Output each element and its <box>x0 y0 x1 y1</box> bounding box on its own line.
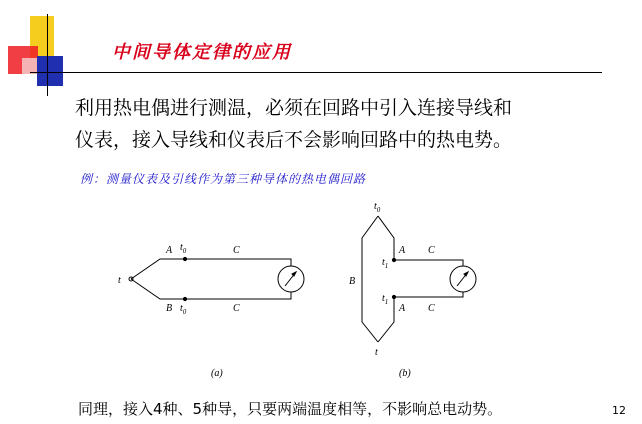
diagram-a-lead-bottom <box>185 292 291 299</box>
page-number: 12 <box>612 404 626 417</box>
diagram-b-wire-left-label: B <box>349 276 356 287</box>
diagram-b-node-top-label: $t_1$ <box>382 257 389 270</box>
diagram-a-wire-bottom-label: B <box>166 303 173 314</box>
diagram-b-lead-bottom <box>394 292 463 297</box>
diagram-b-node-top <box>392 258 395 261</box>
slide-title: 中间导体定律的应用 <box>112 42 292 63</box>
diagram-a-lead-top <box>185 259 291 266</box>
example-caption: 例：测量仪表及引线作为第三种导体的热电偶回路 <box>80 172 367 186</box>
diagram-a-junction-label: t <box>118 275 121 286</box>
diagram-b-lead-top-label: C <box>428 245 435 256</box>
diagram-b-node-bottom <box>392 295 395 298</box>
diagram-a-node-bottom <box>183 297 186 300</box>
diagram-b-needle-head <box>464 272 468 276</box>
diagram-a-lead-top-label: C <box>233 245 240 256</box>
diagram-b-wire-left <box>362 216 378 342</box>
diagram-a-ref-bottom-label: $t_0$ <box>180 303 187 316</box>
paragraph-line-1: 利用热电偶进行测温，必须在回路中引入连接导线和 <box>75 97 513 119</box>
diagram-b-node-bottom-label: $t_1$ <box>382 293 389 306</box>
footer-text: 同理，接入4种、5种导，只要两端温度相等，不影响总电动势。 <box>78 400 503 418</box>
diagram-a <box>129 257 304 300</box>
diagram-b-wire-top-right-label: A <box>399 245 406 256</box>
diagram-a-wire-top-label: A <box>166 245 173 256</box>
diagram-b-bottom-junction-label: t <box>375 347 378 358</box>
diagram-b-wire-top-right <box>378 216 394 260</box>
diagram-a-caption: (a) <box>211 368 223 379</box>
diagram-a-wire-bottom <box>131 279 185 299</box>
diagram-b <box>362 216 476 342</box>
diagram-a-node-top <box>183 257 186 260</box>
diagram-a-wire-top <box>131 259 185 279</box>
diagram-a-lead-bottom-label: C <box>233 303 240 314</box>
diagram-b-lead-bottom-label: C <box>428 303 435 314</box>
diagram-b-caption: (b) <box>399 368 411 379</box>
diagram-a-needle-head <box>292 272 296 276</box>
diagram-a-ref-top-label: $t_0$ <box>180 242 187 255</box>
diagram-b-wire-bottom-right-label: A <box>399 303 406 314</box>
paragraph-line-2: 仪表，接入导线和仪表后不会影响回路中的热电势。 <box>75 129 513 151</box>
diagram-b-lead-top <box>394 260 463 266</box>
diagram-b-top-junction-label: $t_0$ <box>374 201 381 214</box>
